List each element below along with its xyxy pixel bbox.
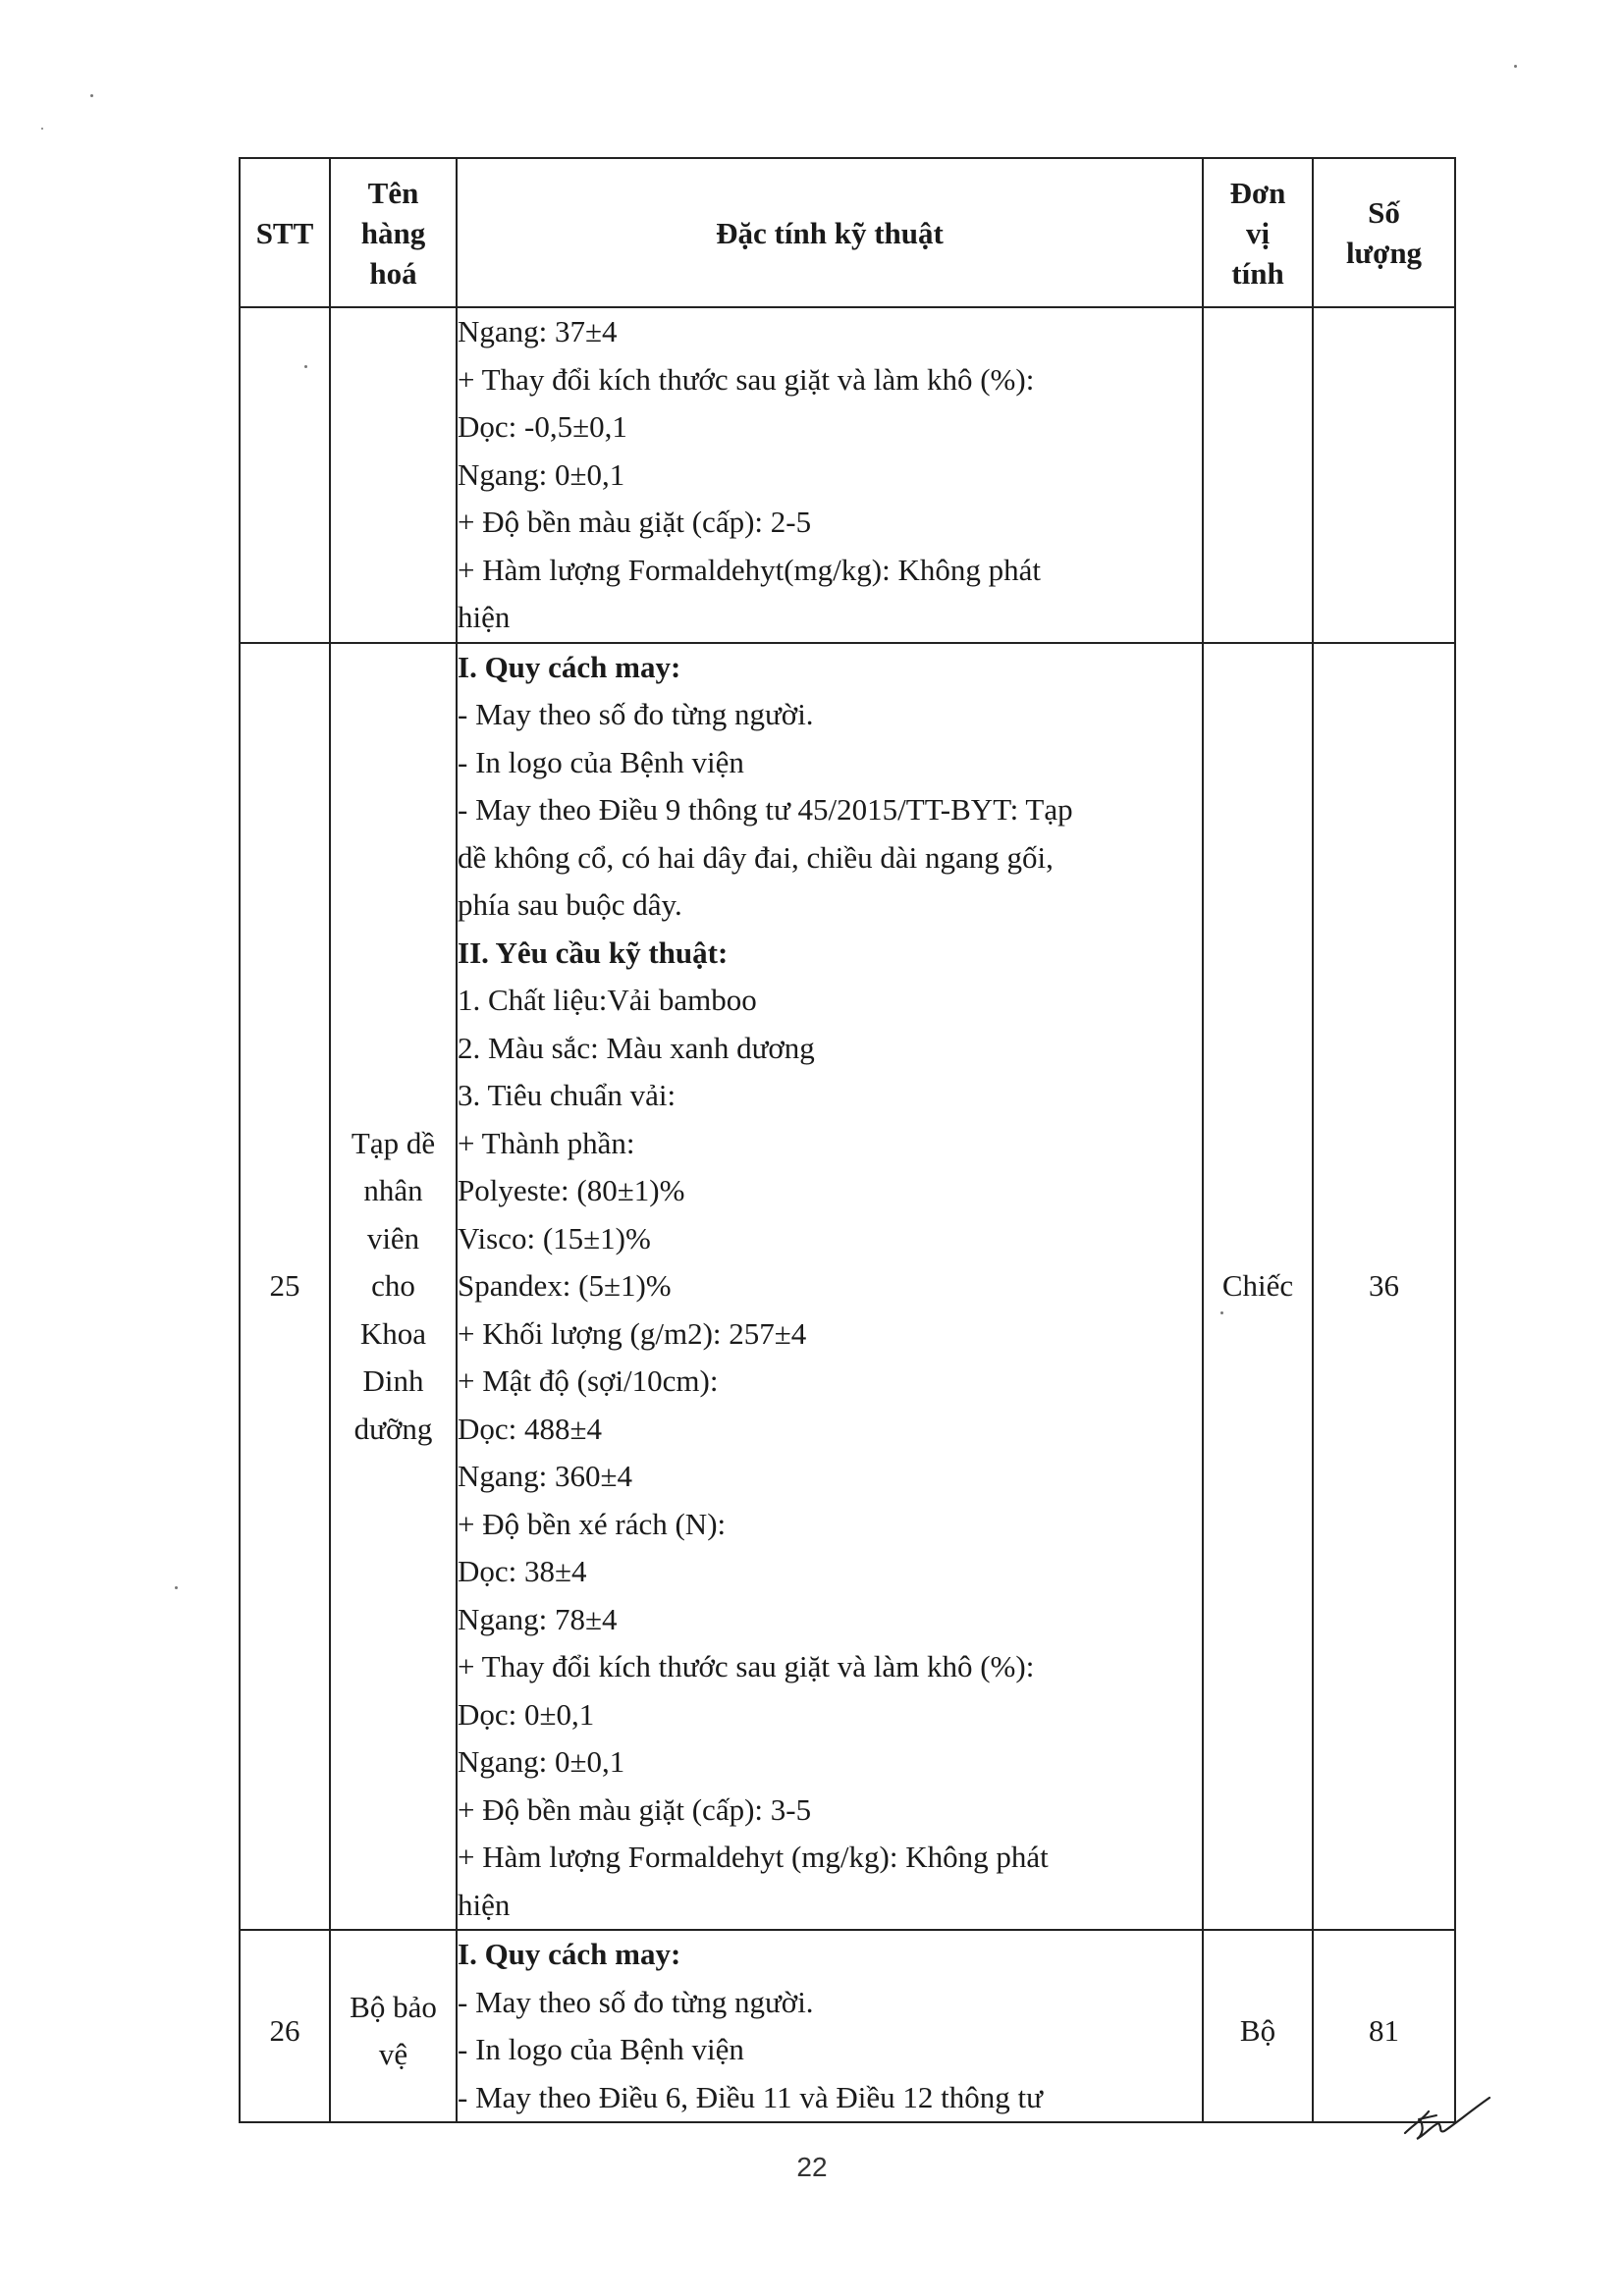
header-so-luong-line: Số — [1368, 195, 1400, 230]
spec-line: - In logo của Bệnh viện — [458, 2032, 744, 2066]
spec-line: dề không cổ, có hai dây đai, chiều dài ngang gối, — [458, 839, 1054, 875]
spec-section-heading: I. Quy cách may: — [458, 1937, 681, 1971]
cell-don-vi: Chiếc — [1203, 643, 1313, 1931]
spec-line: Ngang: 78±4 — [458, 1601, 618, 1636]
cell-ten-hang-hoa — [330, 307, 457, 643]
scan-speck — [304, 365, 307, 368]
item-name-line: Khoa — [359, 1315, 427, 1351]
scan-speck — [175, 1586, 178, 1589]
item-name-line: Dinh — [362, 1363, 424, 1398]
table-row — [240, 1930, 1455, 2122]
page-number: 22 — [796, 2152, 828, 2182]
table-row — [240, 307, 1455, 643]
header-so-luong-line: lượng — [1345, 236, 1423, 270]
spec-line: - May theo số đo từng người. — [458, 1984, 814, 2019]
cell-dac-tinh — [457, 643, 1203, 1931]
table-row — [240, 643, 1455, 1931]
header-ten-hang-hoa-line: hoá — [369, 255, 417, 291]
header-don-vi-line: tính — [1231, 255, 1284, 291]
table-body — [240, 307, 1455, 2122]
cell-dac-tinh — [457, 307, 1203, 643]
item-name-line: vệ — [378, 2037, 408, 2071]
handwritten-initials — [1399, 2086, 1497, 2145]
cell-ten-hang-hoa — [330, 1930, 457, 2122]
item-name-line: Tạp dề — [351, 1125, 436, 1160]
spec-line: - May theo Điều 6, Điều 11 và Điều 12 thông tư — [458, 2079, 1043, 2114]
cell-so-luong — [1313, 307, 1455, 643]
spec-section-heading: II. Yêu cầu kỹ thuật: — [458, 934, 729, 970]
spec-line: Ngang: 360±4 — [458, 1459, 633, 1493]
header-ten-hang-hoa-line: Tên — [367, 175, 419, 210]
header-ten-hang-hoa-line: hàng — [360, 215, 426, 250]
spec-line: Ngang: 0±0,1 — [458, 456, 625, 492]
spec-line: Dọc: 38±4 — [458, 1554, 587, 1588]
spec-line: Polyeste: (80±1)% — [458, 1173, 685, 1207]
header-don-vi-line: Đơn — [1229, 175, 1286, 210]
spec-line: Dọc: 0±0,1 — [458, 1696, 595, 1732]
header-don-vi-line: vị — [1245, 215, 1271, 250]
item-name-line: nhân — [363, 1173, 423, 1207]
cell-dac-tinh — [457, 1930, 1203, 2122]
header-ten-hang-hoa — [330, 158, 457, 307]
cell-stt: 26 — [240, 1930, 330, 2122]
spec-line: + Khối lượng (g/m2): 257±4 — [458, 1315, 807, 1351]
scan-speck — [41, 128, 43, 130]
spec-line: + Hàm lượng Formaldehyt(mg/kg): Không phát — [458, 552, 1041, 587]
spec-line: phía sau buộc dây. — [458, 887, 682, 922]
cell-stt — [240, 307, 330, 643]
table-header-row — [240, 158, 1455, 307]
spec-line: 2. Màu sắc: Màu xanh dương — [458, 1030, 815, 1065]
header-so-luong — [1313, 158, 1455, 307]
spec-line: hiện — [458, 1887, 511, 1922]
cell-so-luong: 81 — [1313, 1930, 1455, 2122]
cell-don-vi — [1203, 307, 1313, 643]
cell-so-luong: 36 — [1313, 643, 1455, 1931]
spec-line: Spandex: (5±1)% — [458, 1268, 672, 1303]
spec-line: Ngang: 0±0,1 — [458, 1744, 625, 1779]
item-name-line: dưỡng — [353, 1411, 433, 1446]
item-name-line: Bộ bảo — [350, 1989, 437, 2024]
spec-line: hiện — [458, 600, 511, 634]
spec-line: + Thay đổi kích thước sau giặt và làm khô (%): — [458, 1649, 1035, 1683]
spec-section-heading: I. Quy cách may: — [458, 649, 681, 684]
cell-stt: 25 — [240, 643, 330, 1931]
cell-ten-hang-hoa — [330, 643, 457, 1931]
specification-table — [239, 157, 1456, 2123]
scan-speck — [90, 94, 93, 97]
spec-line: - In logo của Bệnh viện — [458, 744, 744, 779]
scan-speck — [1514, 65, 1517, 68]
spec-line: 1. Chất liệu:Vải bamboo — [458, 983, 757, 1017]
item-name-line: cho — [371, 1268, 415, 1303]
spec-line: Dọc: -0,5±0,1 — [458, 409, 627, 444]
spec-line: Dọc: 488±4 — [458, 1411, 603, 1446]
header-don-vi-tinh — [1203, 158, 1313, 307]
spec-line: Visco: (15±1)% — [458, 1220, 651, 1255]
spec-line: + Thay đổi kích thước sau giặt và làm khô (%): — [458, 361, 1035, 397]
spec-line: + Hàm lượng Formaldehyt (mg/kg): Không phát — [458, 1840, 1049, 1874]
spec-line: + Thành phần: — [458, 1125, 635, 1160]
spec-line: 3. Tiêu chuẩn vải: — [458, 1078, 677, 1112]
spec-line: Ngang: 37±4 — [458, 314, 618, 348]
spec-line: - May theo Điều 9 thông tư 45/2015/TT-BYT: Tạp — [458, 792, 1073, 827]
spec-line: - May theo số đo từng người. — [458, 697, 814, 731]
spec-line: + Độ bền màu giặt (cấp): 2-5 — [458, 505, 812, 539]
spec-line: + Độ bền xé rách (N): — [458, 1506, 727, 1541]
header-dac-tinh-ky-thuat: Đặc tính kỹ thuật — [457, 158, 1203, 307]
item-name-line: viên — [366, 1220, 420, 1255]
spec-line: + Mật độ (sợi/10cm): — [458, 1363, 719, 1398]
cell-don-vi: Bộ — [1203, 1930, 1313, 2122]
header-stt: STT — [240, 158, 330, 307]
scan-speck — [1220, 1311, 1223, 1314]
spec-line: + Độ bền màu giặt (cấp): 3-5 — [458, 1791, 812, 1827]
